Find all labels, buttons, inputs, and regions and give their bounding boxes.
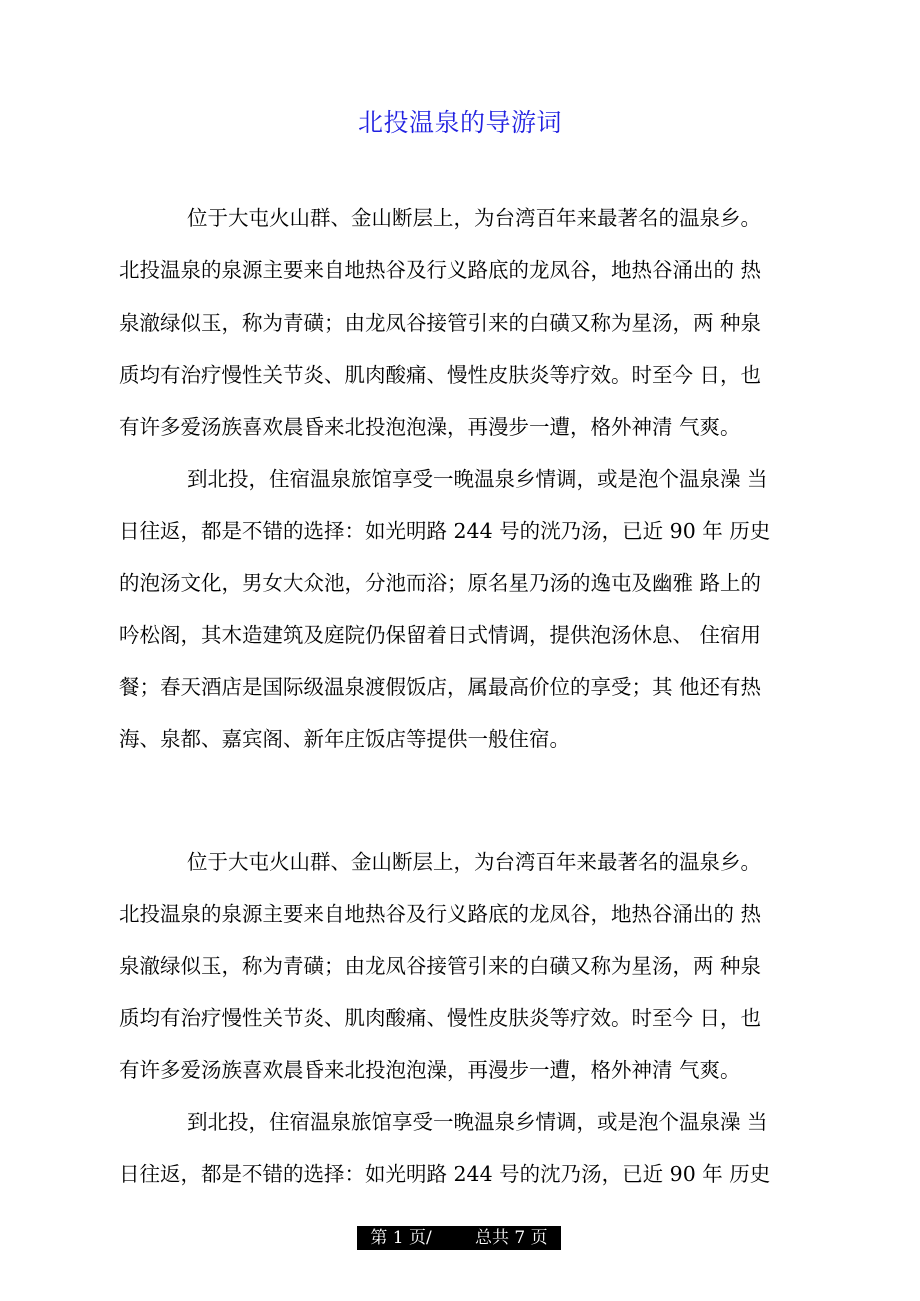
- text-line: 质均有治疗慢性关节炎、肌肉酸痛、慢性皮肤炎等疗效。时至今 日，也: [119, 1006, 762, 1030]
- text-line: 海、泉都、嘉宾阁、新年庄饭店等提供一般住宿。: [119, 727, 570, 751]
- text-line: 质均有治疗慢性关节炎、肌肉酸痛、慢性皮肤炎等疗效。时至今 日，也: [119, 363, 762, 387]
- text-line: 泉澈绿似玉，称为青磺；由龙凤谷接管引来的白磺又称为星汤，两 种泉: [119, 311, 762, 335]
- text-line: 的泡汤文化，男女大众池，分池而浴；原名星乃汤的逸屯及幽雅 路上的: [119, 571, 762, 595]
- text-line: 餐；春天酒店是国际级温泉渡假饭店，属最高价位的享受；其 他还有热: [119, 675, 762, 699]
- text-line: 吟松阁，其木造建筑及庭院仍保留着日式情调，提供泡汤休息、 住宿用: [119, 623, 762, 647]
- page-footer: 第 1 页/ 总共 7 页: [357, 1226, 561, 1250]
- document-title: 北投温泉的导游词: [357, 108, 562, 137]
- text-line: 泉澈绿似玉，称为青磺；由龙凤谷接管引来的白磺又称为星汤，两 种泉: [119, 954, 762, 978]
- text-line: 日往返，都是不错的选择：如光明路 244 号的沈乃汤，已近 90 年 历史: [119, 1162, 771, 1186]
- text-line: 北投温泉的泉源主要来自地热谷及行义路底的龙凤谷，地热谷涌出的 热: [119, 258, 762, 282]
- text-line: 到北投，住宿温泉旅馆享受一晚温泉乡情调，或是泡个温泉澡 当: [187, 467, 768, 491]
- text-line: 有许多爱汤族喜欢晨昏来北投泡泡澡，再漫步一遭，格外神清 气爽。: [119, 415, 741, 439]
- text-line: 北投温泉的泉源主要来自地热谷及行义路底的龙凤谷，地热谷涌出的 热: [119, 902, 762, 926]
- text-line: 日往返，都是不错的选择：如光明路 244 号的洸乃汤，已近 90 年 历史: [119, 519, 771, 543]
- text-line: 到北投，住宿温泉旅馆享受一晚温泉乡情调，或是泡个温泉澡 当: [187, 1110, 768, 1134]
- text-line: 有许多爱汤族喜欢晨昏来北投泡泡澡，再漫步一遭，格外神清 气爽。: [119, 1058, 741, 1082]
- text-line: 位于大屯火山群、金山断层上，为台湾百年来最著名的温泉乡。: [187, 850, 761, 874]
- text-line: 位于大屯火山群、金山断层上，为台湾百年来最著名的温泉乡。: [187, 206, 761, 230]
